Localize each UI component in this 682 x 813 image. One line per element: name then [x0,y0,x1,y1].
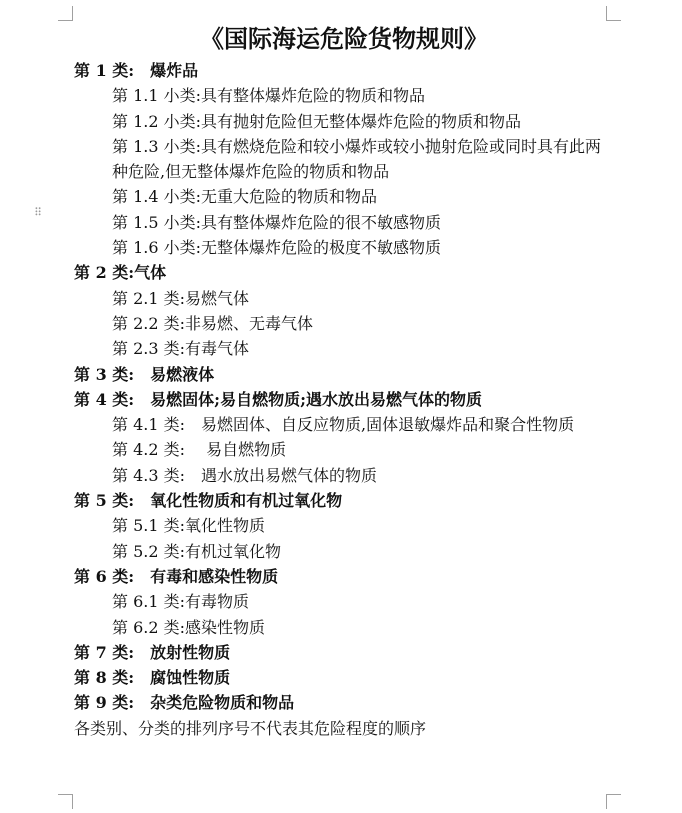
subclass-item: 第 4.1 类: 易燃固体、自反应物质,固体退敏爆炸品和聚合性物质 [112,415,575,435]
subclass-item: 第 1.3 小类:具有燃烧危险和较小爆炸或较小抛射危险或同时具有此两种危险,但无整体爆炸危险的物质和物品 [112,136,602,182]
subclass-item: 第 1.5 小类:具有整体爆炸危险的很不敏感物质 [112,212,442,232]
class-heading: 第 2 类:气体 [74,263,167,283]
class-heading: 第 9 类: 杂类危险物质和物品 [74,693,295,713]
subclass-item: 第 2.3 类:有毒气体 [112,339,250,359]
class-heading: 第 5 类: 氧化性物质和有机过氧化物 [74,491,343,511]
subclass-item: 第 1.2 小类:具有抛射危险但无整体爆炸危险的物质和物品 [112,111,522,131]
class-heading: 第 7 类: 放射性物质 [74,642,231,662]
subclass-item: 第 1.1 小类:具有整体爆炸危险的物质和物品 [112,86,426,106]
hazard-class-list [74,58,614,741]
class-heading: 第 4 类: 易燃固体;易自燃物质;遇水放出易燃气体的物质 [74,389,482,409]
subclass-item: 第 5.1 类:氧化性物质 [112,516,266,536]
class-heading: 第 1 类: 爆炸品 [74,61,199,80]
document-page [74,22,614,741]
subclass-item: 第 1.4 小类:无重大危险的物质和物品 [112,187,378,207]
class-heading: 第 8 类: 腐蚀性物质 [74,668,231,688]
page-corner-mark [606,6,621,21]
drag-handle-icon[interactable]: ⠿ [34,206,42,219]
subclass-item: 第 6.2 类:感染性物质 [112,617,266,637]
footnote-text: 各类别、分类的排列序号不代表其危险程度的顺序 [74,718,427,738]
class-heading: 第 6 类: 有毒和感染性物质 [74,566,279,586]
subclass-item: 第 4.2 类: 易自燃物质 [112,440,287,460]
subclass-item: 第 6.1 类:有毒物质 [112,592,250,612]
subclass-item: 第 2.2 类:非易燃、无毒气体 [112,313,314,333]
page-corner-mark [606,794,621,809]
document-title: 《国际海运危险货物规则》 [200,25,488,53]
page-corner-mark [58,794,73,809]
subclass-item: 第 2.1 类:易燃气体 [112,288,250,308]
subclass-item: 第 5.2 类:有机过氧化物 [112,541,282,561]
subclass-item: 第 4.3 类: 遇水放出易燃气体的物质 [112,465,378,485]
subclass-item: 第 1.6 小类:无整体爆炸危险的极度不敏感物质 [112,238,442,258]
class-heading: 第 3 类: 易燃液体 [74,364,215,384]
page-corner-mark [58,6,73,21]
